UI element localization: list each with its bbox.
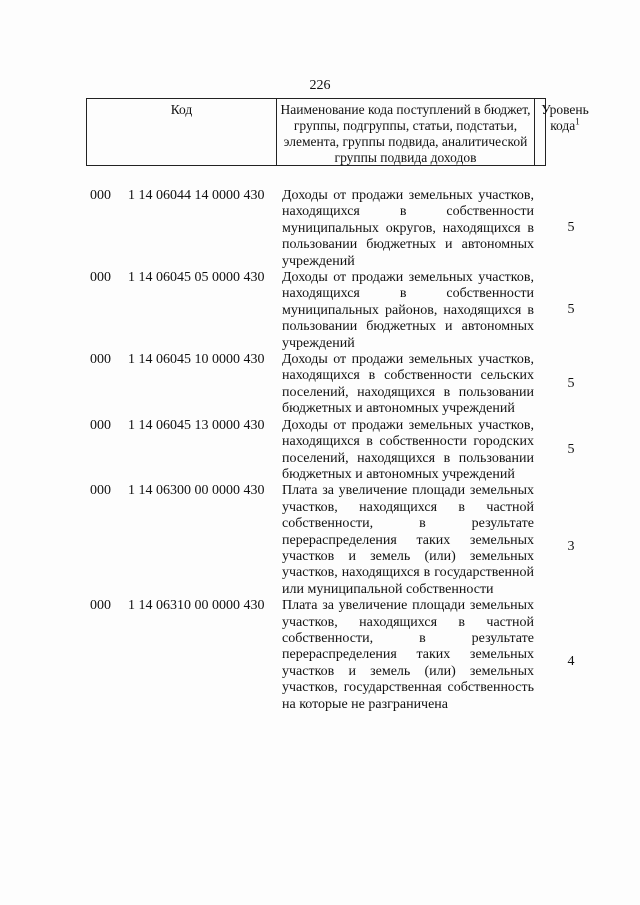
table-row bbox=[0, 598, 640, 713]
row-description: Доходы от продажи земельных участков, находящихся в собственности муниципальных районов, находящихся в пользовании бюджетных и автономных учреждений bbox=[282, 270, 534, 351]
row-description: Доходы от продажи земельных участков, находящихся в собственности городских поселений, находящихся в пользовании бюджетных и автономных учреждений bbox=[282, 417, 534, 482]
row-level: 5 bbox=[567, 302, 575, 318]
row-code: 1 14 06300 00 0000 430 bbox=[128, 483, 265, 499]
table-row bbox=[0, 418, 640, 484]
row-code: 1 14 06044 14 0000 430 bbox=[128, 188, 265, 203]
row-level: 5 bbox=[567, 220, 575, 235]
row-level: 5 bbox=[567, 376, 575, 392]
row-prefix: 000 bbox=[90, 352, 111, 368]
row-code: 1 14 06045 05 0000 430 bbox=[128, 270, 265, 286]
row-code: 1 14 06045 10 0000 430 bbox=[128, 352, 265, 368]
row-prefix: 000 bbox=[90, 598, 111, 614]
row-prefix: 000 bbox=[90, 188, 111, 203]
header-level-label: Уровень кода bbox=[541, 102, 589, 133]
table-row bbox=[0, 352, 640, 418]
header-level bbox=[535, 99, 595, 165]
header-name: Наименование кода поступлений в бюджет, группы, подгруппы, статьи, подстатьи, элемента, группы подвида, аналитической группы подвида доходов bbox=[277, 99, 535, 165]
row-prefix: 000 bbox=[90, 417, 111, 433]
row-level: 4 bbox=[567, 654, 575, 670]
row-description: Доходы от продажи земельных участков, находящихся в собственности муниципальных округов, находящихся в пользовании бюджетных и автономных учреждений bbox=[282, 188, 534, 269]
row-prefix: 000 bbox=[90, 270, 111, 286]
row-description: Доходы от продажи земельных участков, находящихся в собственности сельских поселений, находящихся в пользовании бюджетных и автономных учреждений bbox=[282, 352, 534, 417]
header-level-footnote: 1 bbox=[575, 116, 580, 127]
row-level: 3 bbox=[567, 539, 575, 555]
table-header bbox=[86, 98, 589, 166]
header-code: Код bbox=[87, 99, 277, 165]
row-description: Плата за увеличение площади земельных участков, находящихся в частной собственности, в результате перераспределения таких земельных участков и земель (или) земельных участков, находящихся в государственной или муниципальной собственности bbox=[282, 483, 534, 597]
table-row bbox=[0, 483, 640, 598]
row-description: Плата за увеличение площади земельных участков, находящихся в частной собственности, в результате перераспределения таких земельных участков и земель (или) земельных участков, государственная собственность на которые не разграничена bbox=[282, 598, 534, 712]
table-row bbox=[0, 188, 640, 270]
table-row bbox=[0, 270, 640, 352]
row-prefix: 000 bbox=[90, 483, 111, 499]
row-code: 1 14 06045 13 0000 430 bbox=[128, 417, 265, 433]
row-level: 5 bbox=[567, 441, 575, 457]
table-body bbox=[0, 188, 640, 713]
page-number: 226 bbox=[309, 78, 331, 93]
row-code: 1 14 06310 00 0000 430 bbox=[128, 598, 265, 614]
